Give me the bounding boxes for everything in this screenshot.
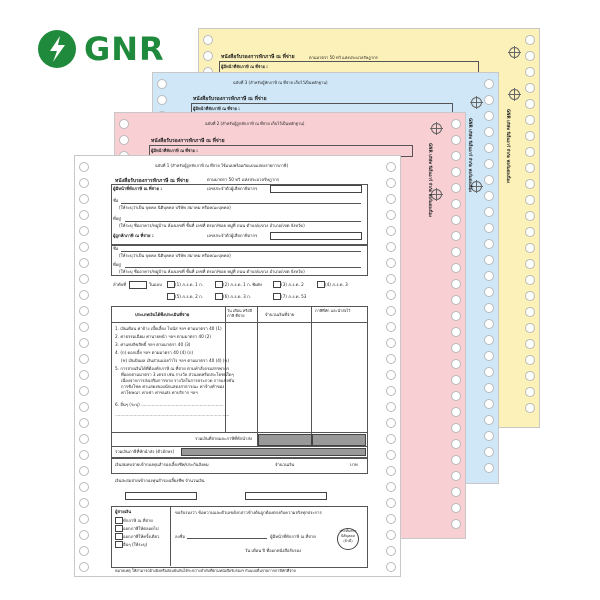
tractor-hole [79, 450, 89, 460]
tractor-hole [525, 67, 535, 77]
tractor-hole [451, 119, 461, 129]
tractor-hole [484, 271, 494, 281]
tractor-hole [525, 163, 535, 173]
tractor-hole [79, 482, 89, 492]
income-row: 1. เงินเดือน ค่าจ้าง เบี้ยเลี้ยง โบนัส ฯลฯ ตามมาตรา 40 (1) [115, 326, 222, 331]
sign-label: ลงชื่อ [175, 534, 185, 539]
side-strip-text: GNR บริษัท จีเอ็นอาร์ จำกัด ฟอร์มต่อเนื่อง [506, 109, 511, 183]
payer-option-label: ออกภาษีให้ตลอดไป [123, 526, 159, 531]
payer-name-hint: (ให้ระบุว่าเป็น บุคคล นิติบุคคล บริษัท สมาคม หรือคณะบุคคล) [119, 205, 231, 210]
form-option-pnd53: (7) ภ.ง.ด. 53 [281, 294, 307, 299]
tractor-hole [386, 450, 396, 460]
tractor-holes-right [385, 156, 397, 576]
tractor-holes-right [450, 113, 462, 538]
form-title-note: ตามมาตรา 50 ทวิ แห่งประมวลรัษฎากร [309, 55, 378, 60]
tractor-hole [484, 447, 494, 457]
payer-label: ผู้มีหน้าที่หักภาษี ณ ที่จ่าย : [151, 148, 198, 153]
form-title: หนังสือรับรองการหักภาษี ณ ที่จ่าย [151, 138, 225, 144]
income-row: 3. ค่าแห่งลิขสิทธิ์ ฯลฯ ตามมาตรา 40 (3) [115, 342, 191, 347]
tractor-hole [79, 514, 89, 524]
tractor-hole [525, 35, 535, 45]
tractor-hole [451, 327, 461, 337]
tractor-hole [484, 319, 494, 329]
tractor-hole [484, 367, 494, 377]
copy-label: ฉบับที่ 1 (สำหรับผู้ถูกหักภาษี ณ ที่จ่าย ใช้แนบพร้อมกับแบบแสดงรายการภาษี) [155, 163, 289, 168]
fund-amount-label: จำนวนเงิน [275, 462, 295, 467]
license-field-left[interactable] [125, 492, 197, 500]
tractor-hole [484, 111, 494, 121]
table-column-divider [257, 306, 258, 446]
form-title: หนังสือรับรองการหักภาษี ณ ที่จ่าย [221, 54, 295, 60]
payer-label: ผู้มีหน้าที่หักภาษี ณ ที่จ่าย : [113, 186, 163, 191]
tractor-hole [525, 371, 535, 381]
tractor-hole [386, 418, 396, 428]
income-row: 2. ค่าธรรมเนียม ค่านายหน้า ฯลฯ ตามมาตรา 40 (2) [115, 334, 212, 339]
sequence-label: ลำดับที่ [113, 282, 127, 287]
form-title: หนังสือรับรองการหักภาษี ณ ที่จ่าย [115, 178, 189, 184]
tractor-holes-right [483, 73, 495, 483]
tractor-hole [484, 223, 494, 233]
payer-address-hint: (ให้ระบุ ชื่ออาคาร/หมู่บ้าน ห้องเลขที่ ชั้นที่ เลขที่ ตรอก/ซอย หมู่ที่ ถนน ตำบล/แขวง อำเภอ/เขต จังหวัด) [119, 223, 305, 228]
certify-divider [170, 506, 171, 566]
form-option-pnd2: (3) ภ.ง.ด. 2 [281, 282, 304, 287]
tractor-hole [119, 119, 129, 129]
tractor-hole [451, 151, 461, 161]
tractor-hole [525, 243, 535, 253]
tractor-hole [386, 354, 396, 364]
tractor-hole [386, 210, 396, 220]
tractor-hole [79, 418, 89, 428]
tractor-hole [525, 275, 535, 285]
side-strip-text: GNR บริษัท จีเอ็นอาร์ จำกัด ฟอร์มต่อเนื่อง [428, 143, 433, 217]
tractor-hole [79, 546, 89, 556]
payer-options-title: ผู้จ่ายเงิน [115, 509, 132, 514]
license-label: เงินสะสมจ่ายเข้ากองทุนสำรองเลี้ยงชีพ จำนวนเงิน [115, 478, 205, 483]
tractor-hole [451, 183, 461, 193]
date-label: วัน เดือน ปี ที่ออกหนังสือรับรอง [245, 548, 302, 553]
tractor-hole [79, 306, 89, 316]
form-checkbox-pnd2k[interactable] [167, 293, 175, 300]
tractor-hole [525, 307, 535, 317]
tractor-hole [203, 35, 213, 45]
tractor-hole [525, 403, 535, 413]
payer-taxid-label: เลขประจำตัวผู้เสียภาษีอากร [207, 186, 258, 191]
payee-name-field[interactable] [121, 251, 361, 252]
tractor-hole [451, 167, 461, 177]
tractor-hole [525, 291, 535, 301]
payer-label: ผู้มีหน้าที่หักภาษี ณ ที่จ่าย : [221, 64, 268, 69]
tractor-hole [451, 343, 461, 353]
table-total-text-divider [111, 446, 367, 447]
tractor-hole [119, 135, 129, 145]
tractor-hole [484, 255, 494, 265]
tractor-hole [484, 175, 494, 185]
tractor-hole [451, 423, 461, 433]
tractor-hole [79, 274, 89, 284]
tractor-hole [484, 79, 494, 89]
tractor-hole [79, 322, 89, 332]
form-title: หนังสือรับรองการหักภาษี ณ ที่จ่าย [193, 96, 267, 102]
payee-address-field[interactable] [125, 267, 361, 268]
tractor-hole [79, 226, 89, 236]
payer-option-checkbox[interactable] [115, 517, 123, 524]
fund-baht: บาท [350, 462, 358, 467]
tractor-hole [386, 226, 396, 236]
tractor-hole [451, 519, 461, 529]
payer-option-label: อื่นๆ (ให้ระบุ) [123, 542, 148, 547]
tractor-hole [525, 355, 535, 365]
tractor-hole [79, 562, 89, 572]
tractor-hole [451, 311, 461, 321]
tractor-hole [451, 503, 461, 513]
tractor-hole [484, 287, 494, 297]
tractor-hole [79, 242, 89, 252]
payee-taxid-field[interactable] [270, 232, 362, 240]
table-header-date: วัน เดือน หรือปีภาษี ที่จ่าย [227, 308, 253, 318]
copy-label: ฉบับที่ 2 (สำหรับผู้ถูกหักภาษี ณ ที่จ่าย เก็บไว้เป็นหลักฐาน) [205, 121, 305, 126]
form-option-pnd3k: (6) ภ.ง.ด. 3 ก. [223, 294, 251, 299]
tractor-hole [525, 227, 535, 237]
income-row: 4. (ก) ดอกเบี้ย ฯลฯ ตามมาตรา 40 (4) (ก) [115, 350, 194, 355]
payee-address-hint: (ให้ระบุ ชื่ออาคาร/หมู่บ้าน ห้องเลขที่ ชั้นที่ เลขที่ ตรอก/ซอย หมู่ที่ ถนน ตำบล/แขวง อำเภอ/เขต จังหวัด) [119, 269, 305, 274]
total-text-field[interactable] [181, 448, 366, 456]
tractor-hole [79, 402, 89, 412]
tractor-hole [79, 210, 89, 220]
payer-address-label: ที่อยู่ [113, 216, 121, 221]
payer-name-field[interactable] [121, 203, 361, 204]
tractor-hole [484, 463, 494, 473]
payer-label: ผู้มีหน้าที่หักภาษี ณ ที่จ่าย : [193, 106, 240, 111]
form-option-pnd3: (4) ภ.ง.ด. 3 [325, 282, 348, 287]
fund-label: เงินสมทบจ่ายเข้ากองทุนสำรองเลี้ยงชีพ/ประกันสังคม [115, 462, 209, 467]
form-option-pnd1k-special: (2) ภ.ง.ด. 1 ก. พิเศษ [223, 282, 262, 287]
tractor-hole [525, 99, 535, 109]
form-checkbox-pnd2[interactable] [273, 281, 281, 288]
form-copy-white [74, 155, 401, 577]
form-checkbox-pnd3[interactable] [317, 281, 325, 288]
form-checkbox-pnd1k-special[interactable] [215, 281, 223, 288]
tractor-hole [386, 194, 396, 204]
tractor-hole [386, 402, 396, 412]
tractor-hole [484, 303, 494, 313]
tractor-hole [79, 386, 89, 396]
tractor-hole [525, 211, 535, 221]
tractor-hole [386, 274, 396, 284]
tractor-hole [386, 370, 396, 380]
tractor-hole [451, 471, 461, 481]
tractor-hole [79, 258, 89, 268]
total-tax-field[interactable] [312, 434, 366, 446]
payer-option-checkbox[interactable] [115, 525, 123, 532]
tractor-hole [157, 79, 167, 89]
tractor-holes-right [524, 29, 536, 427]
table-total-divider [111, 432, 367, 433]
income-row: เนื่องจากการส่งเสริมการขาย รางวัลในการประกวด การแข่งขัน [121, 378, 235, 383]
tractor-hole [451, 455, 461, 465]
tractor-hole [525, 179, 535, 189]
tractor-hole [79, 194, 89, 204]
tractor-hole [79, 178, 89, 188]
form-checkbox-pnd3k[interactable] [215, 293, 223, 300]
tractor-hole [484, 239, 494, 249]
in-form-label: ในแบบ [149, 282, 162, 287]
total-amount-field[interactable] [258, 434, 312, 446]
tractor-hole [525, 339, 535, 349]
company-stamp [337, 528, 359, 550]
tractor-hole [525, 115, 535, 125]
income-row: 6. อื่นๆ (ระบุ) .............................................................. [115, 402, 224, 407]
tractor-hole [451, 359, 461, 369]
income-row: ที่ออกตามมาตรา 3 เตรส เช่น รางวัล ส่วนลดหรือประโยชน์ใดๆ [121, 372, 234, 377]
tractor-hole [484, 431, 494, 441]
tractor-hole [386, 386, 396, 396]
tractor-hole [451, 407, 461, 417]
form-checkbox-pnd1k[interactable] [167, 281, 175, 288]
form-checkbox-pnd53[interactable] [273, 293, 281, 300]
tractor-hole [484, 127, 494, 137]
tractor-hole [525, 131, 535, 141]
registration-mark-icon [431, 123, 442, 134]
tractor-hole [386, 322, 396, 332]
table-header-divider [111, 322, 367, 323]
tractor-hole [79, 162, 89, 172]
income-row: ...................................................................................... [115, 412, 230, 417]
tractor-hole [484, 351, 494, 361]
tractor-hole [386, 178, 396, 188]
tractor-hole [451, 295, 461, 305]
sequence-field[interactable] [129, 281, 147, 289]
tractor-hole [386, 514, 396, 524]
income-row: การชิงโชค ค่าแสดงของนักแสดงสาธารณะ ค่าจ้างทำของ [121, 384, 225, 389]
tractor-hole [451, 263, 461, 273]
payer-option-label: หักภาษี ณ ที่จ่าย [123, 518, 153, 523]
tractor-hole [79, 338, 89, 348]
tractor-hole [451, 199, 461, 209]
tractor-hole [79, 370, 89, 380]
registration-mark-icon [509, 89, 520, 100]
tractor-hole [525, 147, 535, 157]
form-option-pnd1k: (1) ภ.ง.ด. 1 ก. [175, 282, 203, 287]
tractor-hole [386, 306, 396, 316]
tractor-hole [484, 191, 494, 201]
tractor-hole [451, 231, 461, 241]
tractor-hole [484, 143, 494, 153]
signature-line[interactable] [187, 538, 267, 539]
payee-name-label: ชื่อ [113, 246, 119, 251]
tractor-hole [484, 399, 494, 409]
tractor-hole [484, 335, 494, 345]
table-column-divider [311, 306, 312, 446]
payee-taxid-label: เลขประจำตัวผู้เสียภาษีอากร [207, 233, 258, 238]
tractor-hole [79, 466, 89, 476]
registration-mark-icon [471, 97, 482, 108]
tractor-hole [386, 242, 396, 252]
tractor-holes-left [78, 156, 90, 576]
tractor-hole [451, 439, 461, 449]
tractor-hole [484, 415, 494, 425]
tractor-hole [157, 95, 167, 105]
form-title-note: ตามมาตรา 50 ทวิ แห่งประมวลรัษฎากร [207, 177, 279, 182]
tractor-hole [386, 466, 396, 476]
tractor-hole [525, 323, 535, 333]
table-header-income-type: ประเภทเงินได้พึงประเมินที่จ่าย [135, 312, 190, 317]
registration-mark-icon [509, 47, 520, 58]
gnr-logo [38, 30, 198, 70]
table-header-amount: จำนวนเงินที่จ่าย [265, 312, 295, 317]
payer-name-label: ชื่อ [113, 198, 119, 203]
table-header-tax: ภาษีที่หัก และนำส่งไว้ [315, 308, 351, 313]
income-row: (ข) เงินปันผล เงินส่วนแบ่งกำไร ฯลฯ ตามมาตรา 40 (4) (ข) [121, 358, 229, 363]
stamp-text: ประทับตรา นิติบุคคล (ถ้ามี) [339, 529, 357, 543]
tractor-hole [451, 135, 461, 145]
tractor-hole [451, 247, 461, 257]
tractor-hole [484, 383, 494, 393]
tractor-hole [79, 354, 89, 364]
tractor-hole [386, 258, 396, 268]
side-strip-text: GNR บริษัท จีเอ็นอาร์ จำกัด ฟอร์มต่อเนื่อง [468, 118, 473, 192]
payer-option-label: ออกภาษีให้ครั้งเดียว [123, 534, 160, 539]
payer-option-checkbox[interactable] [115, 541, 123, 548]
tractor-hole [79, 530, 89, 540]
copy-label: ฉบับที่ 3 (สำหรับผู้หักภาษี ณ ที่จ่าย เก็บไว้เป็นหลักฐาน) [233, 80, 328, 85]
income-row: ค่าโฆษณา ค่าเช่า ค่าขนส่ง ค่าบริการ ฯลฯ [121, 390, 198, 395]
income-row: 5. การจ่ายเงินได้ที่ต้องหักภาษี ณ ที่จ่าย ตามคำสั่งกรมสรรพากร [115, 366, 230, 371]
certify-text: ขอรับรองว่า ข้อความและตัวเลขดังกล่าวข้างต้นถูกต้องตรงกับความจริงทุกประการ [175, 510, 322, 515]
tractor-hole [203, 51, 213, 61]
sign-role: ผู้มีหน้าที่หักภาษี ณ ที่จ่าย [270, 534, 316, 539]
tractor-hole [525, 51, 535, 61]
form-option-pnd2k: (5) ภ.ง.ด. 2 ก. [175, 294, 203, 299]
license-field-right[interactable] [245, 492, 327, 500]
tractor-hole [386, 434, 396, 444]
tractor-hole [386, 530, 396, 540]
tractor-hole [386, 562, 396, 572]
payee-address-label: ที่อยู่ [113, 262, 121, 267]
tractor-hole [386, 338, 396, 348]
tractor-hole [451, 391, 461, 401]
gnr-logo-text: GNR [84, 30, 165, 68]
tractor-hole [451, 279, 461, 289]
tractor-hole [451, 375, 461, 385]
payee-name-hint: (ให้ระบุว่าเป็น บุคคล นิติบุคคล บริษัท สมาคม หรือคณะบุคคล) [119, 253, 231, 258]
footer-note: หมายเหตุ ให้สามารถอ้างอิงหรือสอบยันกันได้ระหว่างลำดับที่ตามหนังสือรับรองฯ กับแบบยื่นรายการภาษีหักที่จ่าย [115, 568, 296, 573]
tractor-hole [386, 498, 396, 508]
payee-label: ผู้ถูกหักภาษี ณ ที่จ่าย : [113, 233, 154, 238]
tractor-hole [386, 162, 396, 172]
tractor-hole [386, 546, 396, 556]
tractor-hole [484, 159, 494, 169]
gnr-logo-mark-icon [38, 30, 76, 68]
payer-option-checkbox[interactable] [115, 533, 123, 540]
tractor-hole [386, 482, 396, 492]
payer-address-field[interactable] [125, 221, 361, 222]
tractor-hole [79, 290, 89, 300]
tractor-hole [79, 434, 89, 444]
tractor-hole [484, 95, 494, 105]
tractor-hole [451, 215, 461, 225]
payer-taxid-field[interactable] [270, 185, 362, 193]
total-text-label: รวมเงินภาษีที่หักนำส่ง (ตัวอักษร) [115, 449, 175, 454]
tractor-hole [484, 207, 494, 217]
tractor-hole [525, 259, 535, 269]
tractor-hole [525, 387, 535, 397]
tractor-hole [451, 487, 461, 497]
tractor-hole [525, 83, 535, 93]
tractor-hole [79, 498, 89, 508]
tractor-hole [386, 290, 396, 300]
total-label: รวมเงินที่จ่ายและภาษีที่หักนำส่ง [195, 436, 252, 441]
tractor-hole [525, 195, 535, 205]
